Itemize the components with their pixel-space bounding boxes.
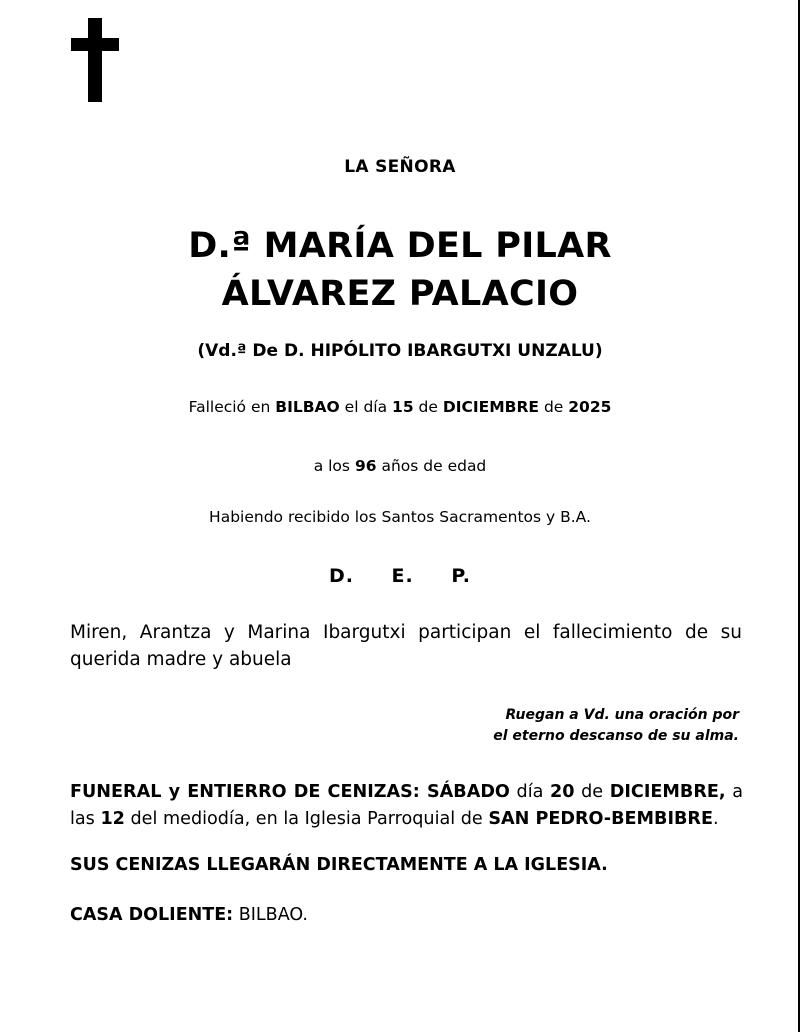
death-place: BILBAO — [275, 398, 340, 416]
cross-horizontal-bar — [71, 38, 119, 51]
age-years: 96 — [354, 457, 377, 475]
sacraments-text: Habiendo recibido los Santos Sacramentos y B.A. — [209, 508, 591, 526]
funeral-month-prefix: de — [581, 782, 604, 802]
mourners-text: Miren, Arantza y Marina Ibargutxi participan el fallecimiento de su querida madre y abuela — [70, 622, 742, 670]
cross-icon — [71, 18, 119, 102]
dep-text: D. E. P. — [328, 565, 472, 587]
age-suffix: años de edad — [381, 457, 487, 475]
funeral-time-prefix: a las — [70, 782, 744, 829]
widow-of: (Vd.ª De D. HIPÓLITO IBARGUTXI UNZALU) — [197, 341, 603, 361]
deceased-name-line2: ÁLVAREZ PALACIO — [221, 274, 579, 314]
death-info — [0, 398, 800, 416]
death-month-prefix: de — [418, 398, 438, 416]
house-label: CASA DOLIENTE: — [70, 905, 234, 925]
death-year-prefix: de — [543, 398, 564, 416]
funeral-end: . — [712, 809, 719, 829]
funeral-day-prefix: día — [516, 782, 544, 802]
death-year: 2025 — [568, 398, 612, 416]
ashes-notice: SUS CENIZAS LLEGARÁN DIRECTAMENTE A LA IGLESIA. — [70, 855, 608, 875]
cross-vertical-bar — [88, 18, 102, 102]
death-day-prefix: el día — [344, 398, 388, 416]
house-info — [70, 905, 308, 925]
prayer-text — [379, 705, 739, 747]
funeral-info — [70, 779, 743, 833]
prayer-line1: Ruegan a Vd. una oración por — [505, 707, 739, 723]
funeral-hour: 12 — [100, 809, 125, 829]
death-month: DICIEMBRE — [442, 398, 539, 416]
death-prefix: Falleció en — [188, 398, 271, 416]
title-label: LA SEÑORA — [344, 157, 456, 177]
age-info — [0, 457, 800, 475]
funeral-month: DICIEMBRE, — [609, 782, 726, 802]
funeral-time-suffix: del mediodía, en la Iglesia Parroquial de — [130, 809, 483, 829]
funeral-church: SAN PEDRO-BEMBIBRE — [488, 809, 713, 829]
age-prefix: a los — [313, 457, 350, 475]
death-day: 15 — [392, 398, 414, 416]
deceased-name — [0, 222, 800, 318]
funeral-label: FUNERAL y ENTIERRO DE CENIZAS: SÁBADO — [70, 782, 510, 802]
funeral-day: 20 — [550, 782, 575, 802]
house-value: BILBAO. — [238, 905, 308, 925]
deceased-name-line1: D.ª MARÍA DEL PILAR — [188, 226, 612, 266]
prayer-line2: el eterno descanso de su alma. — [493, 728, 739, 744]
